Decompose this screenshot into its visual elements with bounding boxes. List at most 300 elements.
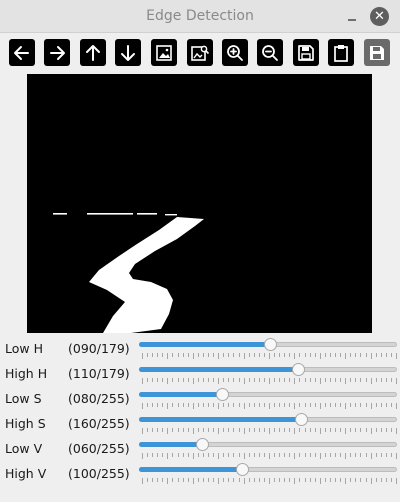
slider-tick bbox=[315, 428, 316, 432]
slider-tick bbox=[294, 453, 295, 459]
slider-tick bbox=[193, 428, 194, 434]
slider-tick bbox=[376, 478, 377, 482]
slider-tick bbox=[274, 403, 275, 407]
slider-thumb[interactable] bbox=[236, 463, 249, 476]
slider-tick bbox=[218, 428, 219, 434]
slider-tick bbox=[167, 378, 168, 384]
slider-fill bbox=[139, 442, 201, 447]
slider-tick bbox=[142, 378, 143, 384]
slider-tick bbox=[244, 378, 245, 384]
slider-tick bbox=[330, 378, 331, 382]
slider-tick bbox=[396, 428, 397, 434]
slider-tick bbox=[381, 478, 382, 482]
slider-tick bbox=[203, 428, 204, 432]
slider-tick bbox=[345, 353, 346, 359]
slider-tick bbox=[239, 453, 240, 457]
slider-ticks bbox=[142, 428, 396, 434]
slider-tick bbox=[305, 353, 306, 357]
slider-tick bbox=[289, 403, 290, 407]
zoom-out-icon bbox=[260, 43, 280, 63]
slider-label: High S bbox=[5, 416, 46, 431]
low-s-slider[interactable] bbox=[139, 392, 397, 397]
slider-tick bbox=[360, 478, 361, 482]
slider-tick bbox=[152, 378, 153, 382]
slider-tick bbox=[244, 453, 245, 459]
slider-fill bbox=[139, 392, 221, 397]
slider-tick bbox=[269, 378, 270, 384]
slider-tick bbox=[345, 378, 346, 384]
slider-tick bbox=[381, 403, 382, 407]
slider-tick bbox=[239, 378, 240, 382]
slider-tick bbox=[360, 353, 361, 357]
slider-tick bbox=[249, 428, 250, 432]
slider-thumb[interactable] bbox=[295, 413, 308, 426]
slider-tick bbox=[340, 353, 341, 357]
slider-tick bbox=[249, 478, 250, 482]
arrow-up-icon bbox=[83, 43, 103, 63]
forward-button[interactable] bbox=[44, 39, 70, 66]
slider-tick bbox=[193, 478, 194, 484]
low-h-slider[interactable] bbox=[139, 342, 397, 347]
clipboard-button[interactable] bbox=[328, 39, 354, 66]
slider-ticks bbox=[142, 353, 396, 359]
slider-tick bbox=[188, 428, 189, 432]
slider-tick bbox=[340, 403, 341, 407]
slider-tick bbox=[299, 403, 300, 407]
slider-tick bbox=[269, 428, 270, 434]
slider-tick bbox=[289, 453, 290, 457]
slider-tick bbox=[386, 453, 387, 457]
slider-tick bbox=[350, 403, 351, 407]
slider-tick bbox=[279, 478, 280, 482]
slider-tick bbox=[228, 428, 229, 432]
slider-tick bbox=[335, 478, 336, 482]
slider-value: (080/255) bbox=[68, 391, 130, 406]
close-button[interactable]: ✕ bbox=[370, 7, 389, 26]
slider-tick bbox=[320, 478, 321, 484]
slider-tick bbox=[147, 453, 148, 457]
zoom-in-icon bbox=[225, 43, 245, 63]
slider-value: (160/255) bbox=[68, 416, 130, 431]
slider-tick bbox=[249, 378, 250, 382]
slider-tick bbox=[233, 478, 234, 482]
high-h-slider[interactable] bbox=[139, 367, 397, 372]
slider-tick bbox=[335, 403, 336, 407]
slider-tick bbox=[167, 403, 168, 409]
high-v-slider[interactable] bbox=[139, 467, 397, 472]
slider-tick bbox=[233, 453, 234, 457]
slider-fill bbox=[139, 342, 269, 347]
edge-mask-image bbox=[27, 74, 372, 333]
slider-tick bbox=[274, 378, 275, 382]
slider-tick bbox=[188, 478, 189, 482]
arrow-right-icon bbox=[47, 43, 67, 63]
slider-tick bbox=[315, 453, 316, 457]
save-as-icon bbox=[367, 43, 387, 63]
slider-tick bbox=[264, 378, 265, 382]
slider-tick bbox=[299, 353, 300, 357]
slider-tick bbox=[360, 403, 361, 407]
slider-tick bbox=[340, 453, 341, 457]
slider-tick bbox=[223, 378, 224, 382]
slider-tick bbox=[320, 453, 321, 459]
slider-tick bbox=[264, 353, 265, 357]
slider-tick bbox=[274, 453, 275, 457]
slider-tick bbox=[335, 453, 336, 457]
slider-tick bbox=[147, 428, 148, 432]
slider-tick bbox=[213, 453, 214, 457]
slider-thumb[interactable] bbox=[292, 363, 305, 376]
slider-tick bbox=[371, 378, 372, 384]
slider-tick bbox=[142, 353, 143, 359]
slider-tick bbox=[213, 353, 214, 357]
slider-tick bbox=[223, 478, 224, 482]
slider-tick bbox=[213, 378, 214, 382]
arrow-down-icon bbox=[118, 43, 138, 63]
slider-tick bbox=[254, 453, 255, 457]
slider-tick bbox=[366, 403, 367, 407]
slider-tick bbox=[396, 403, 397, 409]
slider-tick bbox=[284, 378, 285, 382]
slider-tick bbox=[391, 428, 392, 432]
slider-tick bbox=[198, 353, 199, 357]
slider-tick bbox=[269, 353, 270, 359]
up-button[interactable] bbox=[80, 39, 106, 66]
save-icon bbox=[296, 43, 316, 63]
slider-tick bbox=[142, 403, 143, 409]
slider-tick bbox=[178, 428, 179, 432]
slider-value: (110/179) bbox=[68, 366, 130, 381]
slider-tick bbox=[315, 478, 316, 482]
slider-tick bbox=[355, 478, 356, 482]
slider-tick bbox=[208, 378, 209, 382]
slider-tick bbox=[376, 453, 377, 457]
slider-tick bbox=[162, 428, 163, 432]
slider-tick bbox=[249, 453, 250, 457]
slider-tick bbox=[178, 453, 179, 457]
slider-tick bbox=[203, 378, 204, 382]
slider-tick bbox=[142, 453, 143, 459]
save-as-button[interactable] bbox=[364, 39, 390, 66]
image-button[interactable] bbox=[151, 39, 177, 66]
slider-tick bbox=[183, 428, 184, 432]
slider-tick bbox=[259, 353, 260, 357]
slider-tick bbox=[152, 428, 153, 432]
slider-tick bbox=[208, 478, 209, 482]
slider-tick bbox=[162, 403, 163, 407]
slider-label: Low V bbox=[5, 441, 43, 456]
slider-tick bbox=[203, 353, 204, 357]
slider-row-high-v bbox=[0, 462, 400, 486]
slider-tick bbox=[223, 403, 224, 407]
image-icon bbox=[154, 43, 174, 63]
slider-tick bbox=[284, 453, 285, 457]
slider-tick bbox=[208, 453, 209, 457]
slider-tick bbox=[172, 453, 173, 457]
slider-tick bbox=[366, 453, 367, 457]
slider-tick bbox=[325, 353, 326, 357]
slider-tick bbox=[289, 378, 290, 382]
slider-tick bbox=[294, 353, 295, 359]
slider-tick bbox=[299, 453, 300, 457]
slider-tick bbox=[233, 353, 234, 357]
slider-tick bbox=[366, 378, 367, 382]
slider-tick bbox=[279, 378, 280, 382]
slider-tick bbox=[233, 428, 234, 432]
slider-tick bbox=[193, 453, 194, 459]
slider-tick bbox=[172, 403, 173, 407]
slider-fill bbox=[139, 417, 300, 422]
slider-tick bbox=[320, 403, 321, 409]
slider-tick bbox=[254, 403, 255, 407]
slider-tick bbox=[305, 378, 306, 382]
slider-ticks bbox=[142, 378, 396, 384]
slider-tick bbox=[188, 353, 189, 357]
slider-tick bbox=[264, 428, 265, 432]
slider-tick bbox=[289, 353, 290, 357]
slider-tick bbox=[371, 428, 372, 434]
slider-tick bbox=[391, 453, 392, 457]
save-button[interactable] bbox=[293, 39, 319, 66]
slider-ticks bbox=[142, 453, 396, 459]
slider-tick bbox=[350, 428, 351, 432]
slider-tick bbox=[396, 378, 397, 384]
slider-tick bbox=[386, 403, 387, 407]
slider-tick bbox=[157, 453, 158, 457]
slider-tick bbox=[203, 453, 204, 457]
minimize-button[interactable] bbox=[344, 9, 360, 25]
slider-tick bbox=[157, 478, 158, 482]
slider-ticks bbox=[142, 478, 396, 484]
slider-fill bbox=[139, 367, 297, 372]
slider-tick bbox=[269, 478, 270, 484]
slider-tick bbox=[193, 403, 194, 409]
slider-tick bbox=[193, 353, 194, 359]
slider-tick bbox=[218, 478, 219, 484]
slider-tick bbox=[376, 428, 377, 432]
slider-tick bbox=[310, 378, 311, 382]
slider-thumb[interactable] bbox=[196, 438, 209, 451]
slider-tick bbox=[264, 453, 265, 457]
slider-tick bbox=[228, 353, 229, 357]
slider-tick bbox=[294, 378, 295, 384]
slider-tick bbox=[228, 403, 229, 407]
slider-tick bbox=[157, 428, 158, 432]
slider-tick bbox=[188, 378, 189, 382]
slider-tick bbox=[391, 378, 392, 382]
slider-tick bbox=[391, 353, 392, 357]
slider-tick bbox=[157, 378, 158, 382]
slider-tick bbox=[315, 378, 316, 382]
slider-label: Low S bbox=[5, 391, 42, 406]
slider-tick bbox=[183, 403, 184, 407]
slider-tick bbox=[279, 403, 280, 407]
slider-tick bbox=[310, 428, 311, 432]
slider-tick bbox=[198, 403, 199, 407]
slider-tick bbox=[294, 428, 295, 434]
slider-tick bbox=[335, 428, 336, 432]
slider-tick bbox=[254, 378, 255, 382]
slider-tick bbox=[152, 453, 153, 457]
slider-tick bbox=[330, 403, 331, 407]
slider-tick bbox=[198, 453, 199, 457]
slider-tick bbox=[345, 428, 346, 434]
slider-tick bbox=[305, 428, 306, 432]
slider-tick bbox=[239, 478, 240, 482]
slider-tick bbox=[244, 403, 245, 409]
slider-tick bbox=[239, 403, 240, 407]
slider-tick bbox=[269, 403, 270, 409]
slider-tick bbox=[157, 353, 158, 357]
slider-tick bbox=[172, 428, 173, 432]
slider-tick bbox=[284, 403, 285, 407]
slider-tick bbox=[162, 453, 163, 457]
slider-tick bbox=[152, 353, 153, 357]
slider-tick bbox=[223, 453, 224, 457]
slider-tick bbox=[360, 378, 361, 382]
slider-tick bbox=[213, 403, 214, 407]
slider-tick bbox=[228, 453, 229, 457]
slider-label: High H bbox=[5, 366, 48, 381]
slider-tick bbox=[213, 428, 214, 432]
slider-tick bbox=[203, 478, 204, 482]
slider-tick bbox=[381, 353, 382, 357]
toolbar bbox=[0, 39, 400, 69]
slider-tick bbox=[310, 403, 311, 407]
slider-tick bbox=[396, 453, 397, 459]
slider-tick bbox=[320, 353, 321, 359]
slider-tick bbox=[371, 478, 372, 484]
slider-tick bbox=[259, 478, 260, 482]
slider-tick bbox=[330, 453, 331, 457]
slider-tick bbox=[371, 353, 372, 359]
slider-tick bbox=[350, 353, 351, 357]
slider-tick bbox=[305, 478, 306, 482]
slider-tick bbox=[249, 403, 250, 407]
slider-tick bbox=[239, 428, 240, 432]
slider-tick bbox=[310, 478, 311, 482]
slider-tick bbox=[340, 428, 341, 432]
slider-tick bbox=[386, 478, 387, 482]
slider-tick bbox=[366, 428, 367, 432]
back-button[interactable] bbox=[9, 39, 35, 66]
slider-tick bbox=[330, 478, 331, 482]
slider-tick bbox=[178, 378, 179, 382]
slider-value: (090/179) bbox=[68, 341, 130, 356]
slider-tick bbox=[279, 428, 280, 432]
low-v-slider[interactable] bbox=[139, 442, 397, 447]
slider-tick bbox=[183, 453, 184, 457]
slider-tick bbox=[233, 403, 234, 407]
slider-tick bbox=[178, 478, 179, 482]
slider-tick bbox=[299, 478, 300, 482]
slider-tick bbox=[218, 453, 219, 459]
slider-tick bbox=[396, 353, 397, 359]
slider-tick bbox=[223, 428, 224, 432]
slider-tick bbox=[391, 478, 392, 482]
slider-tick bbox=[350, 478, 351, 482]
slider-tick bbox=[289, 428, 290, 432]
slider-tick bbox=[244, 478, 245, 484]
slider-tick bbox=[294, 478, 295, 484]
slider-tick bbox=[188, 453, 189, 457]
slider-tick bbox=[188, 403, 189, 407]
slider-tick bbox=[284, 478, 285, 482]
slider-tick bbox=[274, 478, 275, 482]
window-title: Edge Detection bbox=[146, 8, 254, 24]
slider-tick bbox=[162, 353, 163, 357]
slider-tick bbox=[299, 428, 300, 432]
slider-tick bbox=[325, 478, 326, 482]
slider-tick bbox=[193, 378, 194, 384]
slider-tick bbox=[239, 353, 240, 357]
slider-tick bbox=[366, 478, 367, 482]
slider-tick bbox=[299, 378, 300, 382]
slider-tick bbox=[376, 378, 377, 382]
slider-tick bbox=[294, 403, 295, 409]
slider-row-low-v bbox=[0, 437, 400, 461]
slider-tick bbox=[147, 403, 148, 407]
slider-row-high-s bbox=[0, 412, 400, 436]
slider-tick bbox=[325, 403, 326, 407]
slider-tick bbox=[167, 453, 168, 459]
slider-ticks bbox=[142, 403, 396, 409]
slider-tick bbox=[244, 353, 245, 359]
slider-tick bbox=[371, 453, 372, 459]
high-s-slider[interactable] bbox=[139, 417, 397, 422]
slider-tick bbox=[274, 428, 275, 432]
slider-tick bbox=[183, 478, 184, 482]
slider-tick bbox=[360, 428, 361, 432]
slider-tick bbox=[335, 353, 336, 357]
slider-thumb[interactable] bbox=[264, 338, 277, 351]
slider-tick bbox=[391, 403, 392, 407]
slider-tick bbox=[198, 428, 199, 432]
slider-tick bbox=[366, 353, 367, 357]
slider-tick bbox=[284, 353, 285, 357]
title-bar bbox=[0, 0, 400, 33]
slider-tick bbox=[269, 453, 270, 459]
slider-tick bbox=[386, 428, 387, 432]
slider-tick bbox=[223, 353, 224, 357]
image-search-button[interactable] bbox=[187, 39, 213, 66]
slider-tick bbox=[208, 353, 209, 357]
slider-thumb[interactable] bbox=[216, 388, 229, 401]
slider-tick bbox=[183, 353, 184, 357]
slider-tick bbox=[218, 378, 219, 384]
image-search-icon bbox=[190, 43, 210, 63]
slider-tick bbox=[386, 353, 387, 357]
slider-tick bbox=[198, 378, 199, 382]
slider-tick bbox=[355, 378, 356, 382]
image-viewer[interactable] bbox=[27, 74, 372, 333]
slider-tick bbox=[381, 378, 382, 382]
slider-tick bbox=[350, 453, 351, 457]
zoom-in-button[interactable] bbox=[222, 39, 248, 66]
slider-tick bbox=[167, 478, 168, 484]
slider-tick bbox=[178, 353, 179, 357]
slider-tick bbox=[330, 428, 331, 432]
slider-tick bbox=[228, 378, 229, 382]
slider-tick bbox=[335, 378, 336, 382]
slider-tick bbox=[228, 478, 229, 482]
arrow-left-icon bbox=[12, 43, 32, 63]
down-button[interactable] bbox=[115, 39, 141, 66]
zoom-out-button[interactable] bbox=[257, 39, 283, 66]
slider-tick bbox=[167, 428, 168, 434]
slider-tick bbox=[386, 378, 387, 382]
slider-tick bbox=[279, 353, 280, 357]
